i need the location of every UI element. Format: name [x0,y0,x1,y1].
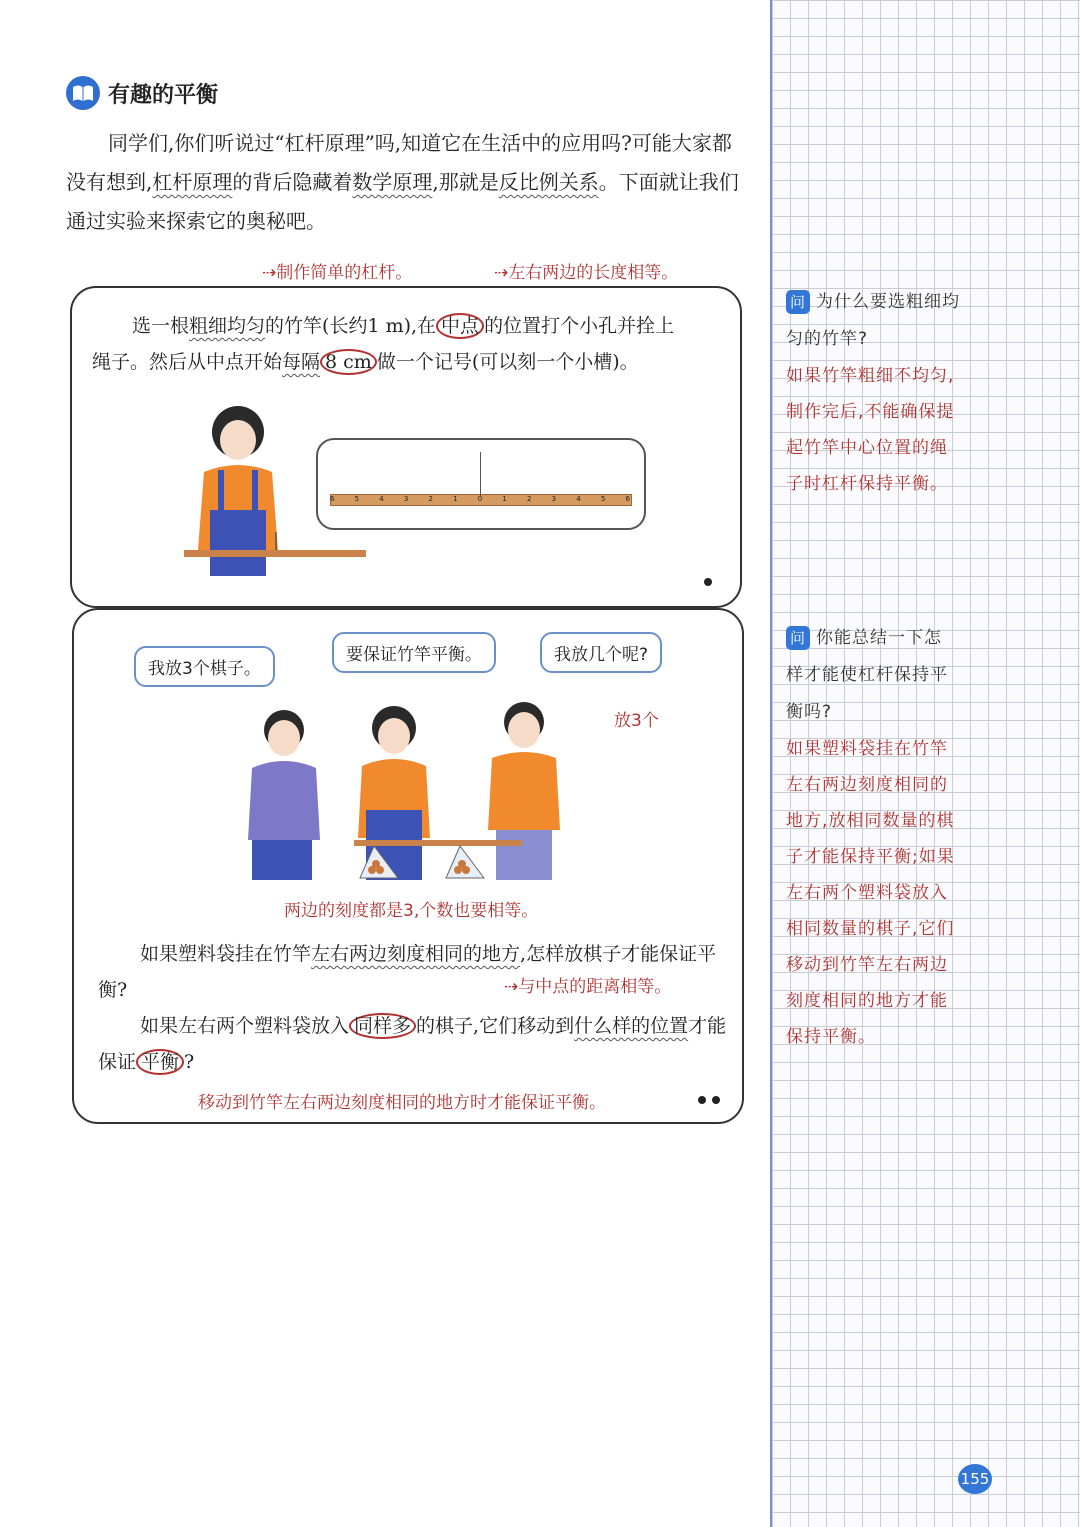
side-question-1 [786,284,986,502]
a1-line-3: 子时杠杆保持平衡。 [786,474,948,494]
section-title [66,76,218,110]
intro-paragraph [66,124,746,241]
ruler-ticks [330,495,630,503]
box1-line2: 绳子。然后从中点开始每隔 8 cm 做一个记号(可以刻一个小槽)。 [92,351,639,373]
note-distance-equal: ⇢与中点的距离相等。 [504,977,672,997]
book-icon [66,76,100,110]
box1-line1: 选一根粗细均匀的竹竿(长约1 m),在 中点 的位置打个小孔并拴上 [132,315,675,337]
a2-line-3: 子才能保持平衡;如果 [786,847,955,867]
page-number: 155 [958,1464,992,1494]
ruler-tick-label: 3 [403,495,409,503]
bullet-dot-2 [712,1096,720,1104]
ruler-tick-label: 0 [477,495,483,503]
a2-line-4: 左右两个塑料袋放入 [786,883,948,903]
intro-text-4: 。下面就让我们通过实验来探索它的奥秘吧。 [66,170,739,233]
a2-line-5: 相同数量的棋子,它们 [786,919,955,939]
intro-lever: 杠杆原理 [152,170,233,194]
ruler-tick-label: 2 [428,495,433,503]
a2-line-1: 左右两边刻度相同的 [786,775,948,795]
question-icon-2: 问 [786,626,810,650]
rope [480,452,481,496]
side-question-2 [786,620,986,1055]
intro-text-3: ,那就是 [432,170,499,194]
q1-line-0: 问 为什么要选粗细均 [786,284,986,321]
three-kids-illustration [234,690,584,886]
ruler-tick-label: 6 [330,495,335,503]
note-put-three: 放3个 [614,711,659,731]
note-equal-length: ⇢左右两边的长度相等。 [494,263,679,283]
intro-text-2: 的背后隐藏着 [232,170,353,194]
a1-line-0: 如果竹竿粗细不均匀, [786,366,955,386]
experiment-box-1 [70,286,742,608]
bullet-dot [704,578,712,586]
q1-line-1: 匀的竹竿? [786,329,869,349]
note-both-three: 两边的刻度都是3,个数也要相等。 [284,901,539,921]
box2-question1: 如果塑料袋挂在竹竿左右两边刻度相同的地方,怎样放棋子才能保证平衡? [98,943,717,1001]
ruler-tick-label: 6 [625,495,630,503]
a1-line-2: 起竹竿中心位置的绳 [786,438,948,458]
box2-question2: 如果左右两个塑料袋放入 同样多 的棋子,它们移动到什么样的位置才能保证 平衡 ? [98,1015,727,1073]
ruler-tick-label: 5 [354,495,360,503]
intro-text-1: 同学们,你们听说过“杠杆原理”吗,知道它在生活中的应用吗?可能大家都没有想到, [66,131,732,194]
a2-line-2: 地方,放相同数量的棋 [786,811,955,831]
intro-math: 数学原理 [352,170,433,194]
a2-line-8: 保持平衡。 [786,1027,876,1047]
note-make-lever: ⇢制作简单的杠杆。 [262,263,413,283]
ruler-tick-label: 3 [551,495,557,503]
q2-line-1: 样才能使杠杆保持平 [786,665,948,685]
ruler-tick-label: 2 [527,495,532,503]
q2-line-2: 衡吗? [786,702,833,722]
ruler-tick-label: 1 [453,495,458,503]
ruler-bubble [316,438,646,530]
ruler-tick-label: 4 [576,495,581,503]
a1-line-1: 制作完后,不能确保提 [786,402,955,422]
title-text: 有趣的平衡 [108,82,219,108]
a2-line-7: 刻度相同的地方才能 [786,991,948,1011]
bullet-dot-1 [698,1096,706,1104]
note-answer-move: 移动到竹竿左右两边刻度相同的地方时才能保证平衡。 [198,1093,606,1113]
q2-line-0: 问 你能总结一下怎 [786,620,986,657]
ruler-tick-label: 1 [502,495,507,503]
a2-line-0: 如果塑料袋挂在竹竿 [786,739,948,759]
intro-inverse: 反比例关系 [498,170,599,194]
a2-line-6: 移动到竹竿左右两边 [786,955,948,975]
bubble-boy2: 我放几个呢? [540,632,662,673]
ruler-tick-label: 5 [600,495,606,503]
bubble-boy1: 我放3个棋子。 [134,646,275,687]
experiment-box-2 [72,608,744,1124]
question-icon: 问 [786,290,810,314]
ruler-tick-label: 4 [379,495,384,503]
bubble-girl: 要保证竹竿平衡。 [332,632,496,673]
